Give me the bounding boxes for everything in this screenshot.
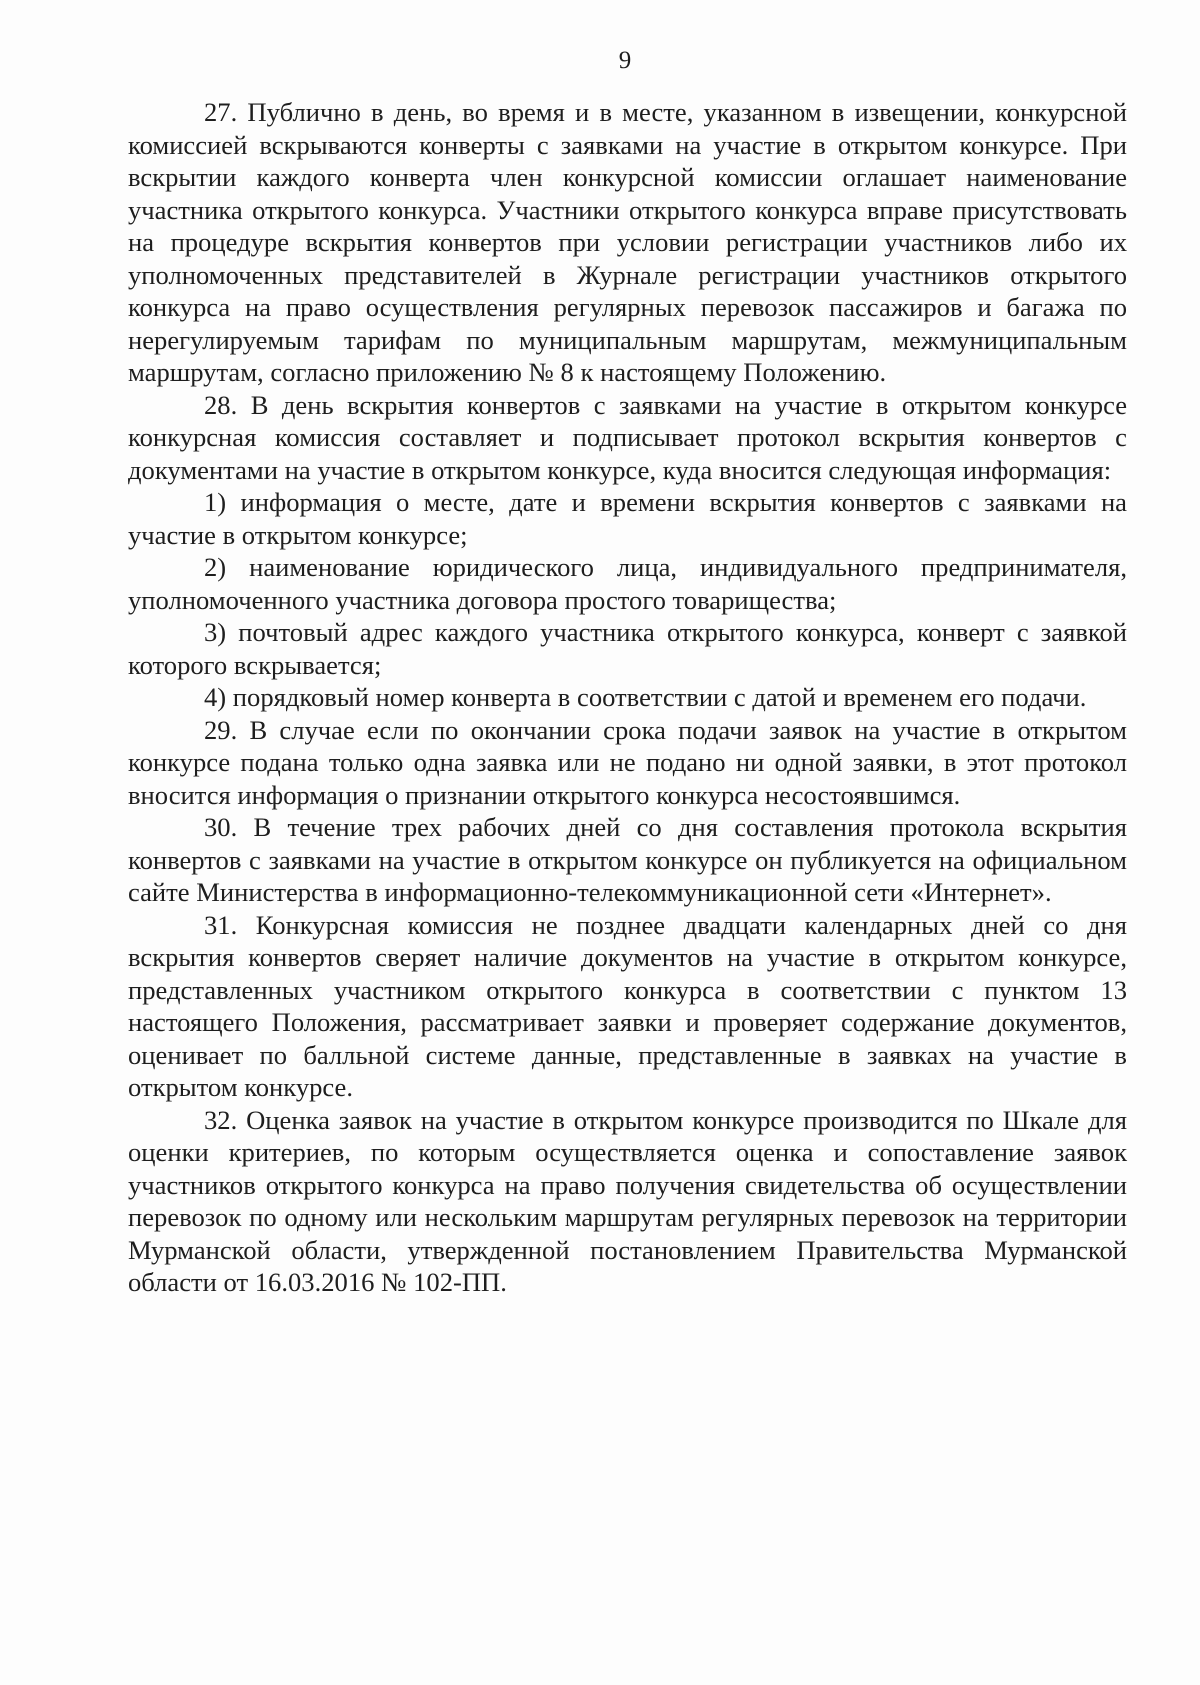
list-item-4: 4) порядковый номер конверта в соответствии с датой и временем его подачи. xyxy=(204,682,1087,712)
page-number: 9 xyxy=(618,47,632,74)
list-item-3: 3) почтовый адрес каждого участника открытого конкурса, конверт с заявкой которого вскрывается; xyxy=(128,617,1127,680)
paragraph-30: 30. В течение трех рабочих дней со дня составления протокола вскрытия конвертов с заявками на участие в открытом конкурсе он публикуется на официальном сайте Министерства в информационно-телекоммуникационной сети «Интернет». xyxy=(128,812,1127,907)
paragraph-29: 29. В случае если по окончании срока подачи заявок на участие в открытом конкурсе подана только одна заявка или не подано ни одной заявки, в этот протокол вносится информация о признании открытого конкурса несостоявшимся. xyxy=(128,714,1127,810)
list-item-2: 2) наименование юридического лица, индивидуального предпринимателя, уполномоченного участника договора простого товарищества; xyxy=(128,552,1127,615)
paragraph-28: 28. В день вскрытия конвертов с заявками на участие в открытом конкурсе конкурсная комиссия составляет и подписывает протокол вскрытия конвертов с документами на участие в открытом конкурсе, куда вносится следующая информация: xyxy=(128,389,1127,485)
paragraph-32: 32. Оценка заявок на участие в открытом конкурсе производится по Шкале для оценки критериев, по которым осуществляется оценка и сопоставление заявок участников открытого конкурса на право получения свидетельства об осуществлении перевозок по одному или нескольким маршрутам регулярных перевозок на территории Мурманской области, утвержденной постановлением Правительства Мурманской области от 16.03.2016 № 102-ПП. xyxy=(128,1104,1127,1297)
paragraph-27: 27. Публично в день, во время и в месте, указанном в извещении, конкурсной комиссией вскрываются конверты с заявками на участие в открытом конкурсе. При вскрытии каждого конверта член конкурсной комиссии оглашает наименование участника открытого конкурса. Участники открытого конкурса вправе присутствовать на процедуре вскрытия конвертов при условии регистрации участников либо их уполномоченных представителей в Журнале регистрации участников открытого конкурса на право осуществления регулярных перевозок пассажиров и багажа по нерегулируемым тарифам по муниципальным маршрутам, межмуниципальным маршрутам, согласно приложению № 8 к настоящему Положению. xyxy=(128,97,1127,387)
document-body xyxy=(128,96,1127,1299)
list-item-1: 1) информация о месте, дате и времени вскрытия конвертов с заявками на участие в открытом конкурсе; xyxy=(128,487,1127,550)
paragraph-31: 31. Конкурсная комиссия не позднее двадцати календарных дней со дня вскрытия конвертов сверяет наличие документов на участие в открытом конкурсе, представленных участником открытого конкурса в соответствии с пунктом 13 настоящего Положения, рассматривает заявки и проверяет содержание документов, оценивает по балльной системе данные, представленные в заявках на участие в открытом конкурсе. xyxy=(128,909,1127,1102)
